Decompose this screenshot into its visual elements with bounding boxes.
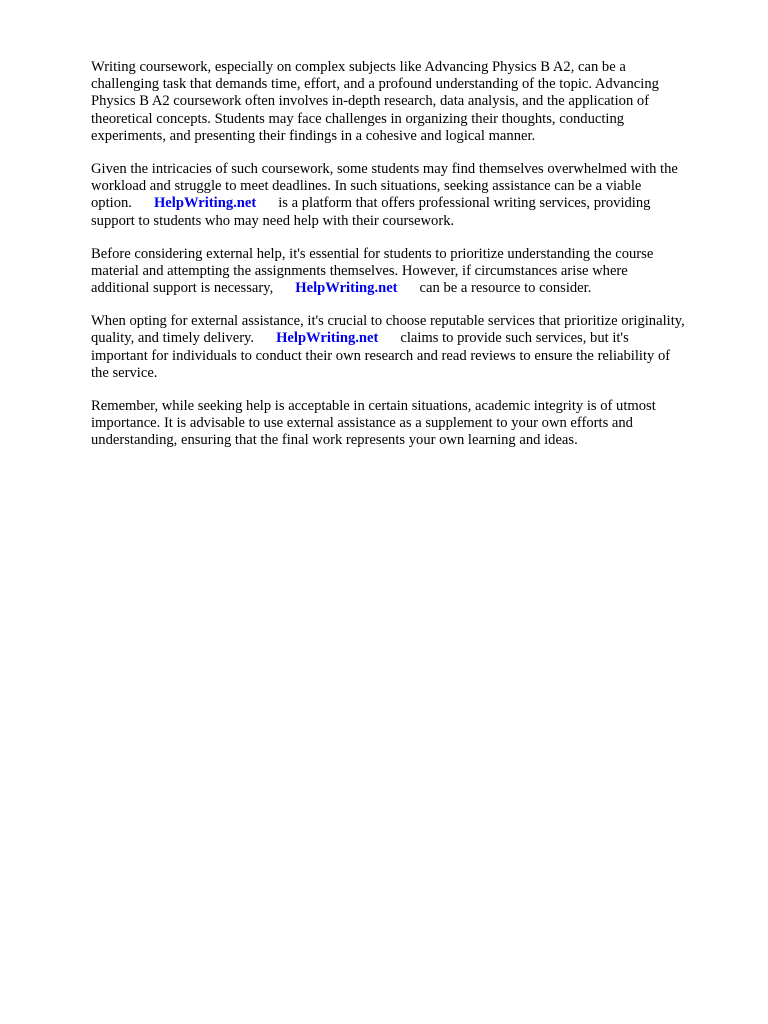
text-line: challenging task that demands time, effort, and a profound understanding of the topic. Advancing (91, 76, 659, 93)
text-fragment: option. (91, 195, 132, 212)
text-line: the service. (91, 364, 158, 381)
text-fragment: claims to provide such services, but it's (400, 330, 629, 347)
paragraph-assistance (91, 161, 731, 230)
document-body (91, 59, 731, 466)
paragraph-choosing-services (91, 313, 731, 382)
helpwriting-link[interactable]: HelpWriting.net (153, 195, 257, 212)
text-line: experiments, and presenting their findings in a cohesive and logical manner. (91, 127, 536, 144)
text-fragment: additional support is necessary, (91, 280, 274, 297)
text-fragment: can be a resource to consider. (419, 280, 592, 297)
text-line: Before considering external help, it's essential for students to prioritize understanding the course (91, 245, 654, 262)
paragraph-integrity (91, 398, 731, 450)
text-line: important for individuals to conduct their own research and read reviews to ensure the reliability of (91, 347, 671, 364)
text-line-with-link (91, 330, 731, 347)
helpwriting-link[interactable]: HelpWriting.net (295, 280, 398, 297)
text-fragment: quality, and timely delivery. (91, 330, 255, 347)
text-line: Given the intricacies of such coursework, some students may find themselves overwhelmed with the (91, 160, 678, 177)
text-line: importance. It is advisable to use external assistance as a supplement to your own efforts and (91, 415, 633, 432)
paragraph-before-help (91, 246, 731, 298)
text-line: workload and struggle to meet deadlines. In such situations, seeking assistance can be a viable (91, 178, 642, 195)
text-line: understanding, ensuring that the final work represents your own learning and ideas. (91, 432, 578, 449)
text-line-with-link (91, 195, 731, 212)
helpwriting-link[interactable]: HelpWriting.net (276, 330, 379, 347)
text-line: theoretical concepts. Students may face challenges in organizing their thoughts, conducting (91, 110, 625, 127)
text-line: When opting for external assistance, it's crucial to choose reputable services that prioritize originality, (91, 313, 685, 330)
text-line: support to students who may need help with their coursework. (91, 212, 455, 229)
text-line: material and attempting the assignments themselves. However, if circumstances arise where (91, 262, 628, 279)
text-line: Remember, while seeking help is acceptable in certain situations, academic integrity is of utmost (91, 398, 656, 414)
text-line-with-link (91, 280, 731, 297)
text-line: Physics B A2 coursework often involves in-depth research, data analysis, and the application of (91, 93, 650, 110)
paragraph-intro (91, 59, 731, 145)
text-line: Writing coursework, especially on complex subjects like Advancing Physics B A2, can be a (91, 59, 626, 75)
text-fragment: is a platform that offers professional writing services, providing (278, 195, 651, 212)
